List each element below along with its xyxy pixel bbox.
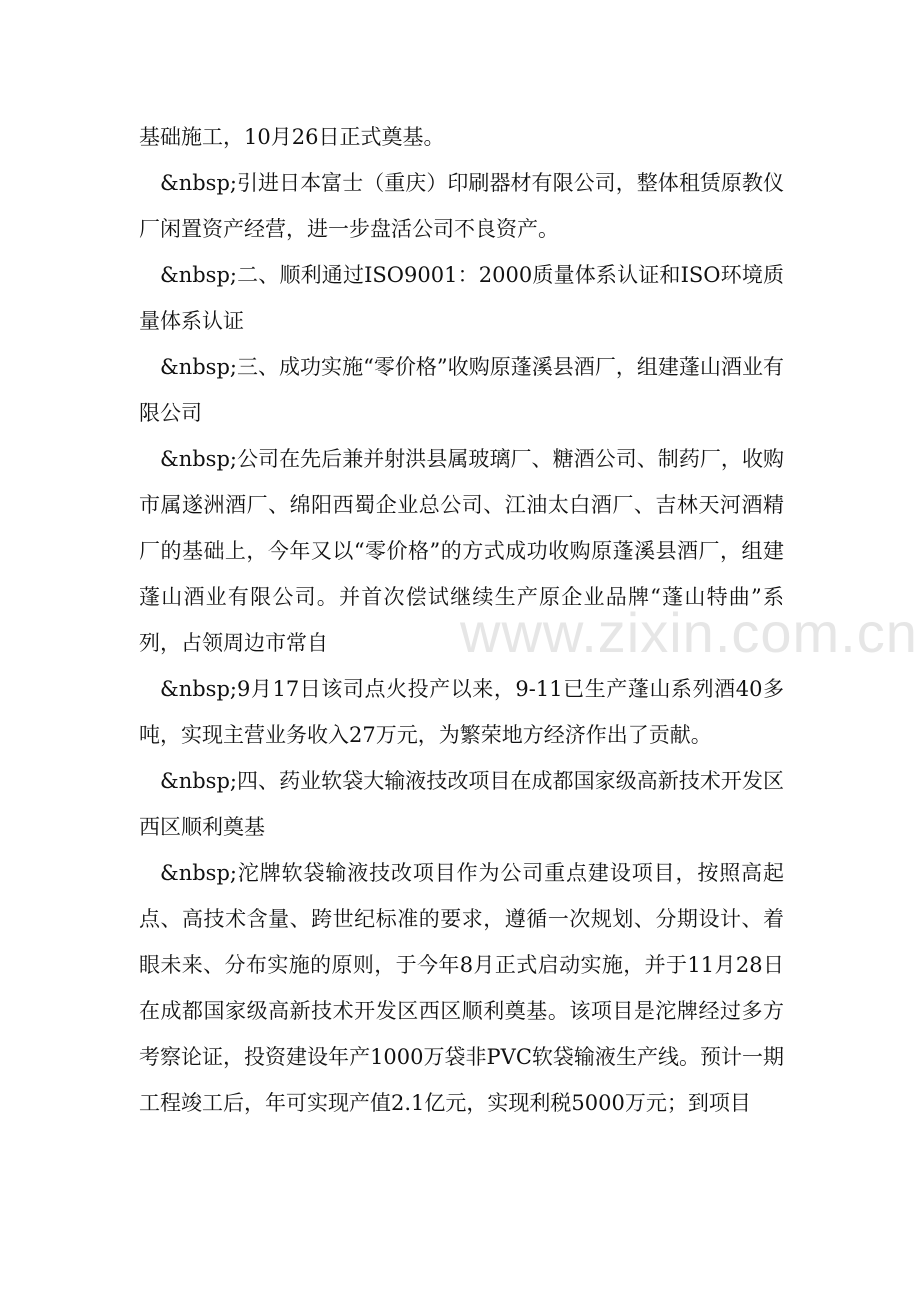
paragraph-5: &nbsp;公司在先后兼并射洪县属玻璃厂、糖酒公司、制药厂，收购市属遂洲酒厂、绵阳西蜀企业总公司、江油太白酒厂、吉林天河酒精厂的基础上，今年又以“零价格”的方式成功收购原蓬溪县酒厂，组建蓬山酒业有限公司。并首次偿试继续生产原企业品牌“蓬山特曲”系列，占领周边市常自 xyxy=(139,447,784,655)
paragraph-2: &nbsp;引进日本富士（重庆）印刷器材有限公司，整体租赁原教仪厂闲置资产经营，进一步盘活公司不良资产。 xyxy=(139,171,784,241)
paragraph-1: 基础施工，10月26日正式奠基。 xyxy=(139,125,445,149)
paragraph-3: &nbsp;二、顺利通过ISO9001：2000质量体系认证和ISO环境质量体系认证 xyxy=(139,263,784,333)
paragraph-4: &nbsp;三、成功实施“零价格”收购原蓬溪县酒厂，组建蓬山酒业有限公司 xyxy=(139,355,784,425)
document-body xyxy=(139,114,784,1126)
paragraph-7: &nbsp;四、药业软袋大输液技改项目在成都国家级高新技术开发区西区顺利奠基 xyxy=(139,769,784,839)
paragraph-6: &nbsp;9月17日该司点火投产以来，9-11已生产蓬山系列酒40多吨，实现主营业务收入27万元，为繁荣地方经济作出了贡献。 xyxy=(139,677,784,747)
paragraph-8: &nbsp;沱牌软袋输液技改项目作为公司重点建设项目，按照高起点、高技术含量、跨世纪标准的要求，遵循一次规划、分期设计、着眼未来、分布实施的原则，于今年8月正式启动实施，并于11月28日在成都国家级高新技术开发区西区顺利奠基。该项目是沱牌经过多方考察论证，投资建设年产1000万袋非PVC软袋输液生产线。预计一期工程竣工后，年可实现产值2.1亿元，实现利税5000万元；到项目 xyxy=(139,861,784,1115)
watermark: www.zixin.com.cn xyxy=(460,601,918,664)
